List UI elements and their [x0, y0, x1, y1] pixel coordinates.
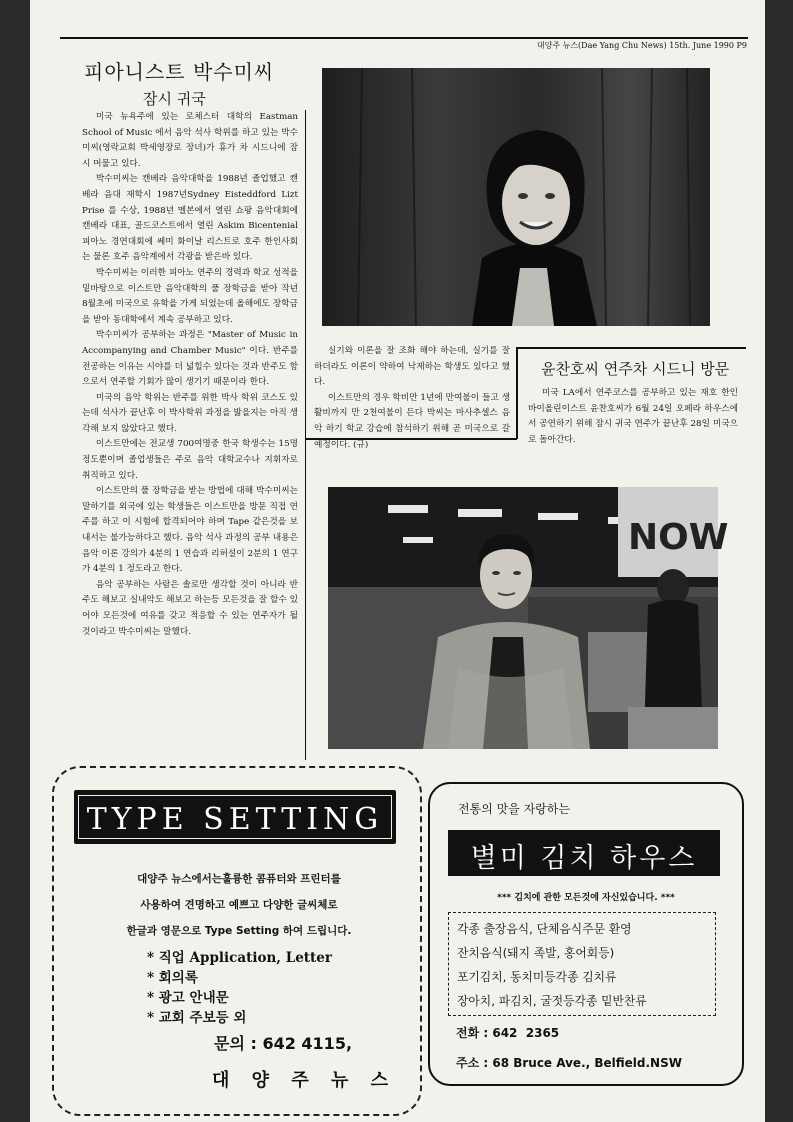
menu-item: 포기김치, 동치미등각종 김치류 — [457, 970, 617, 984]
masthead: 대양주 뉴스(Dae Yang Chu News) 15th. June 1990 P9 — [536, 41, 747, 50]
menu-item: 각종 출장음식, 단체음식주문 환영 — [457, 922, 632, 936]
paragraph: 이스트만에는 전교생 700여명중 한국 학생수는 15명 정도뿐이며 졸업생들은 주로 음악 대학교수나 지휘자로 취직하고 있다. — [82, 439, 298, 481]
typesetting-ad — [52, 766, 422, 1116]
paragraph: 박수미씨는 이러한 피아노 연주의 경력과 학교 성적을 밑바탕으로 이스트만 음악대학의 풀 장학금을 받아 작년 8월초에 미국으로 유학을 가게 되었는데 올해에도 장학금을 받아 동대학에서 계속 공부하고 있다. — [82, 267, 298, 325]
kimchi-name-banner — [448, 830, 720, 876]
header-rule — [60, 37, 748, 39]
description-line: 사용하여 견명하고 예쁘고 다양한 글씨체로 — [140, 899, 338, 911]
svg-text:NOW: NOW — [628, 517, 729, 558]
kimchi-name: 별미 김치 하우스 — [470, 843, 698, 874]
service-item: * 교회 주보등 외 — [147, 1010, 247, 1026]
kimchi-menu-box — [448, 912, 716, 1016]
service-item: * 회의록 — [147, 970, 198, 986]
article2-body — [528, 386, 738, 448]
article2-headline: 윤찬호씨 연주차 시드니 방문 — [541, 360, 730, 378]
violinist-photo — [328, 487, 729, 749]
typesetting-banner-text: TYPE SETTING — [86, 802, 384, 837]
paragraph: 미국 뉴욕주에 있는 로체스터 대학의 Eastman School of Music 에서 음악 석사 학위를 하고 있는 박수미씨(영락교회 박세영장로 장녀)가 휴가 차 시드니에 잠시 머물고 있다. — [82, 112, 298, 169]
typesetting-company: 대 양 주 뉴 스 — [212, 1070, 397, 1091]
typesetting-contact: 문의 : 642 4115, — [214, 1034, 353, 1053]
article2-rule-left — [516, 347, 518, 439]
typesetting-description — [80, 866, 398, 944]
paragraph: 실기와 이론을 잘 조화 해야 하는데, 실기를 잘 하더라도 이론이 약하여 낙제하는 학생도 있다고 했다. — [314, 346, 510, 388]
menu-item: 장아치, 파김치, 굴젓등각종 밑반찬류 — [457, 994, 647, 1008]
article2-rule-top — [516, 347, 746, 349]
paragraph: 음악 공부하는 사람은 솔로만 생각할 것이 아니라 반주도 해보고 실내악도 해보고 하는등 모든것을 잘 할수 있어야 모든것에 여유를 갖고 적응할 수 있는 연주자가 될 것이라고 박수미씨는 말했다. — [82, 579, 298, 637]
service-item: * 직업 Application, Letter — [147, 950, 332, 966]
paragraph: 박수미씨가 공부하는 과정은 "Master of Music in Accompanying and Chamber Music" 이다. 반주를 전공하는 이유는 시야를 더 넓힐수 있다는 것과 반주도 함으로서 연주할 기회가 많이 생기기 때문이라 한다. — [82, 330, 298, 388]
description-line: 대양주 뉴스에서는훌륭한 콤퓨터와 프린터를 — [137, 873, 341, 885]
article-continuation — [314, 344, 510, 453]
article-body — [82, 110, 298, 640]
pianist-photo — [322, 68, 710, 326]
typesetting-banner — [74, 790, 396, 844]
article-subhead: 잠시 귀국 — [143, 90, 206, 108]
article2-rule-bottom — [305, 438, 517, 440]
description-line: 한글과 영문으로 Type Setting 하여 드립니다. — [126, 925, 352, 937]
kimchi-phone: 전화 : 642 2365 — [456, 1026, 560, 1040]
kimchi-address: 주소 : 68 Bruce Ave., Belfield.NSW — [456, 1056, 682, 1070]
typesetting-services — [147, 948, 332, 1028]
kimchi-slogan: *** 김치에 관한 모든것에 자신있습니다. *** — [497, 893, 675, 903]
service-item: * 광고 안내문 — [147, 990, 229, 1006]
paragraph: 미국 LA에서 연주코스를 공부하고 있는 재호 한인 바이올린이스트 윤찬호씨가 6월 24일 오페라 하우스에서 공연하기 위해 잠시 귀국 연주가 끝난후 28일 미국으로 돌아간다. — [528, 388, 738, 445]
paragraph: 박수미씨는 캔베라 음악대학을 1988년 졸업했고 캔베라 음대 재학시 1987년Sydney Eisteddford Lizt Prise 를 수상, 1988년 멜본에서 열린 쇼팡 음악대회에 캔베라 대표, 골드코스트에서 열린 Askim Bicentenial 피아노 경연대회에 쎄미 화이날 리스트로 호주 한인사회는 물론 호주 음악계에서 각광을 받은바 있다. — [82, 174, 298, 263]
paragraph: 이스트만의 경우 학비만 1년에 만여불이 들고 생활비까지 만 2천여불이 든다 박씨는 마사추셀스 음악 하기 학교 강습에 참석하기 위해 곧 미국으로 갈 예정이다. (규) — [314, 392, 510, 450]
kimchi-tagline: 전통의 맛을 자랑하는 — [458, 802, 570, 816]
paragraph: 미국의 음악 학위는 반주를 위한 박사 학위 코스도 있는데 석사가 끝난후 이 박사학위 과정을 밟을지는 아직 생각해 보지 않았다고 했다. — [82, 392, 298, 434]
kimchi-ad — [428, 782, 744, 1086]
menu-item: 잔치음식(돼지 족발, 홍어회등) — [457, 946, 615, 960]
column-divider — [305, 110, 306, 760]
article-headline: 피아니스트 박수미씨 — [84, 60, 275, 84]
paragraph: 이스트만의 풀 장학금을 받는 방법에 대해 박수미씨는 말하기를 외국에 있는 학생들은 이스트만을 방문 직접 연주를 하고 이 시험에 합격되어야 하며 Tape 같은것을 보내서는 불가능하다고 했다. 음악 석사 과정의 공부 내용은 음악 이론 강의가 4분의 1 연습과 리허설이 2분의 1 연구가 4분의 1 정도라고 한다. — [82, 486, 298, 575]
